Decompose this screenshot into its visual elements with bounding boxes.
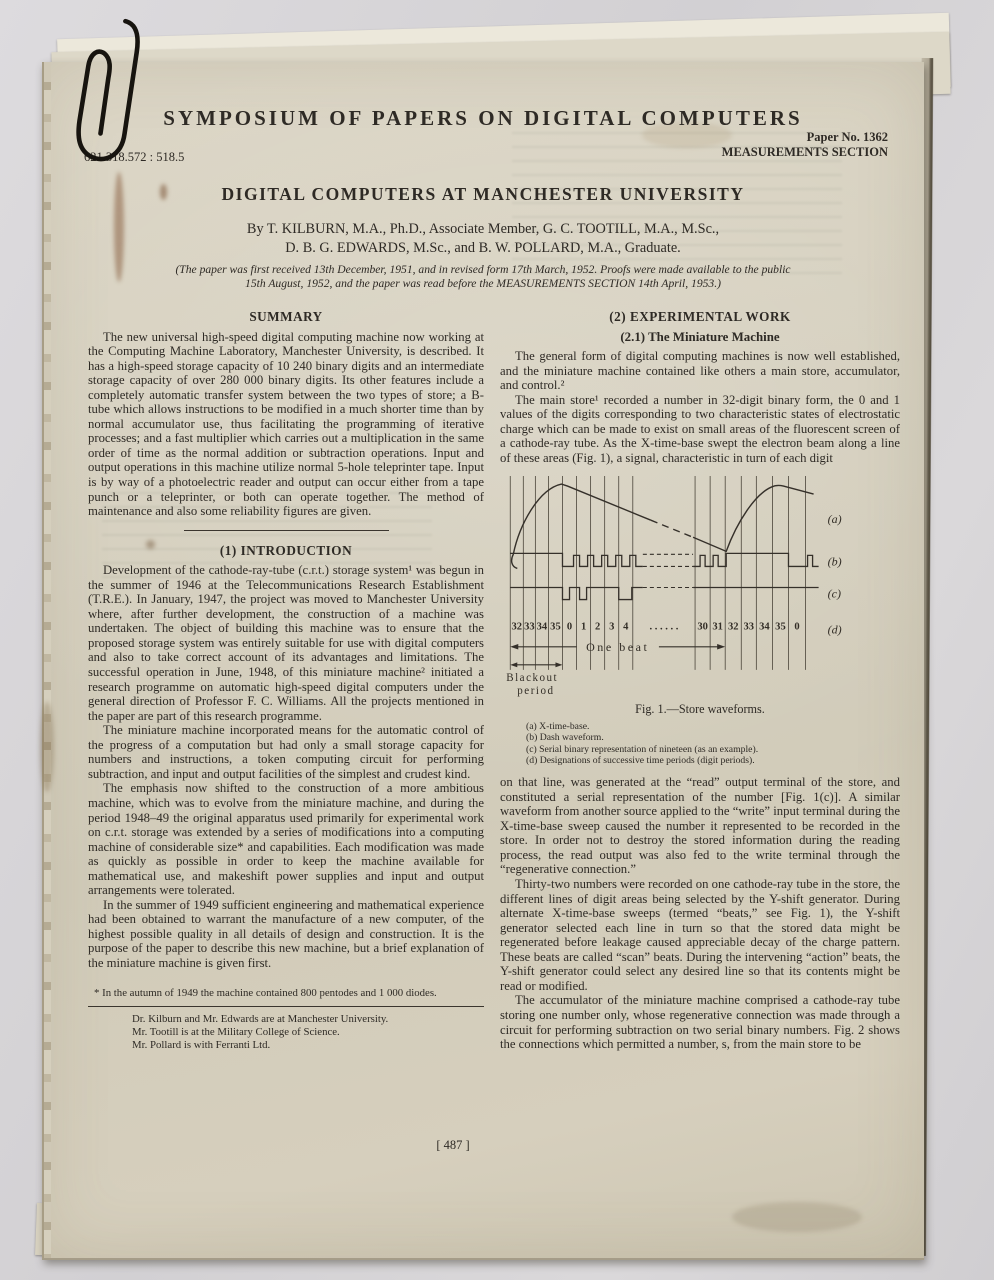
row-label-b: (b) (827, 554, 842, 569)
paperclip-wire (76, 18, 139, 161)
experimental-paragraph-2-continued: on that line, was generated at the “read” output terminal of the store, and constituted a serial representation of the number [Fig. 1(c)]. A similar waveform from another source applied to the “write” input terminal during the X-time-base sweep caused the number it represented to be recorded in the store. In order not to destroy the stored information during the reading process, the read output was also fed to the write terminal through the “regenerative connection.” (500, 775, 900, 877)
legend-item-d: (d) Designations of successive time periods (digit periods). (526, 754, 755, 766)
x-time-base-waveform (693, 486, 814, 552)
row-label-a: (a) (827, 512, 842, 527)
left-column (88, 310, 484, 1053)
experimental-paragraph-3: Thirty-two numbers were recorded on one cathode-ray tube in the store, the different lines of digit areas being selected by the Y-shift generator. During alternate X-time-base sweeps (termed “beats,” see Fig. 1), the Y-shift generator selected each line in turn so that the stored data might be regenerated before leakage caused appreciable decay of the charge pattern. These beats are called “scan” beats. During the intervening “action” beats, the Y-shift generator could select any desired line so that its contents might be read or modified. (500, 877, 900, 993)
digit-label: 35 (775, 622, 786, 634)
introduction-paragraph-1: Development of the cathode-ray-tube (c.r.t.) storage system¹ was begun in the summer of 1946 at the Telecommunications Research Establishment (T.R.E.). In January, 1947, the project was moved to Manchester University where, after further development, the construction of a machine was undertaken. The object of building this machine was to ensure that the proposed storage system was entirely suitable for use with digital computers and also to take correct account of its advantages and limitations. The successful operation in June, 1948, of this miniature machine² initiated a research programme on automatic high-speed digital computers under the general direction of Professor F. C. Williams. All the projects mentioned in the paper are part of this research programme. (88, 563, 484, 723)
paper-number: Paper No. 1362 (806, 130, 888, 144)
dash-waveform (693, 554, 819, 567)
experimental-paragraph-1: The general form of digital computing machines is now well established, and the miniature machine contained like others a main store, accumulator, and control.² (500, 349, 900, 393)
waveform-row-labels (828, 513, 842, 637)
blackout-label-line1: Blackout (506, 672, 559, 685)
x-time-base-dashed (651, 521, 693, 538)
footnote-rule (88, 1006, 484, 1007)
digit-label: 3 (609, 622, 615, 634)
affiliation-line: Dr. Kilburn and Mr. Edwards are at Manchester University. (132, 1013, 389, 1026)
section-divider-rule (184, 530, 389, 531)
edge-stain (40, 702, 54, 792)
arrowhead (510, 645, 518, 650)
paper-stain (732, 1202, 862, 1232)
blackout-label-line2: period (517, 685, 555, 698)
digit-label: 33 (524, 622, 535, 634)
paperclip (58, 7, 158, 204)
star-footnote: * In the autumn of 1949 the machine contained 800 pentodes and 1 000 diodes. (94, 986, 437, 999)
digit-label: 0 (566, 622, 573, 634)
digit-label: . . . . . . (649, 622, 679, 634)
arrowhead (510, 663, 517, 668)
right-column (500, 310, 900, 1052)
row-label-c: (c) (827, 587, 842, 602)
arrowhead (717, 645, 725, 650)
digit-label: 35 (550, 622, 561, 634)
figure1-legend (526, 721, 900, 766)
legend-item-c: (c) Serial binary representation of nineteen (as an example). (526, 743, 759, 755)
udc-classification: 621.318.572 : 518.5 (84, 150, 185, 164)
figure1-caption: Fig. 1.—Store waveforms. (635, 702, 765, 717)
experimental-paragraph-2: The main store¹ recorded a number in 32-digit binary form, the 0 and 1 values of the digits corresponding to two characteristic states of electrostatic charge which can be made to exist on small areas of the fluorescent screen of a cathode-ray tube. As the X-time-base swept the electron beam along a line of these areas (Fig. 1), a signal, characteristic in turn of each digit (500, 392, 900, 465)
series-title: SYMPOSIUM OF PAPERS ON DIGITAL COMPUTERS (163, 106, 803, 130)
digit-label: 33 (743, 622, 755, 634)
digit-label: 32 (511, 622, 523, 634)
miniature-machine-subheading: (2.1) The Miniature Machine (620, 329, 780, 344)
introduction-paragraph-4: In the summer of 1949 sufficient engineering and mathematical experience had been obtained to warrant the manufacture of a new computer, of the highest possible quality in all details of design and construction. It is the purpose of the paper to describe this new machine, but a brief explanation of the miniature machine is given first. (88, 897, 484, 970)
legend-item-b: (b) Dash waveform. (526, 732, 604, 744)
experimental-paragraph-4: The accumulator of the miniature machine comprised a cathode-ray tube storing one number only, whose regenerative connection was made through a circuit for performing subtraction on two serial binary numbers. Fig. 2 shows the connections which permitted a number, s, from the main store to be (500, 993, 900, 1052)
digit-label: 0 (794, 622, 800, 634)
legend-item-a: (a) X-time-base. (526, 721, 590, 733)
received-note-line1: (The paper was first received 13th December, 1951, and in revised form 17th March, 1952. Proofs were made available to the public (175, 263, 791, 276)
received-note (68, 263, 898, 290)
byline-line2: D. B. G. EDWARDS, M.Sc., and B. W. POLLARD, M.A., Graduate. (285, 240, 681, 256)
affiliation-line: Mr. Pollard is with Ferranti Ltd. (132, 1039, 271, 1052)
figure1 (500, 473, 900, 766)
introduction-paragraph-2: The miniature machine incorporated means for the automatic control of the progress of a computation but had only a small storage capacity for numbers and instructions, a token computing circuit for performing subtraction, and input and output facilities of the simplest and crudest kind. (88, 723, 484, 781)
paper-identification (722, 130, 888, 160)
received-note-line2: 15th August, 1952, and the paper was read before the MEASUREMENTS SECTION 14th April, 1953.) (245, 276, 721, 290)
author-affiliations (132, 1013, 484, 1053)
experimental-work-heading: (2) EXPERIMENTAL WORK (609, 309, 791, 324)
arrowhead (555, 663, 562, 668)
one-beat-label: One beat (586, 640, 650, 655)
digit-label: 30 (697, 622, 708, 634)
paper-page (42, 62, 924, 1260)
summary-paragraph: The new universal high-speed digital computing machine now working at the Computing Machine Laboratory, Manchester University, is described. It has a high-speed storage capacity of 10 240 binary digits and an intermediate storage capacity of over 280 000 binary digits. Its other features include a completely automatic transfer system between the two types of store; a B-tube which allows instructions to be modified in a much shorter time than by normal accumulator use, thus facilitating the programming of iterative processes; and a fast multiplier which carries out a multiplication in the same order of time as the normal addition or subtraction operations. Input and output operations in this machine utilize normal 5-hole teleprinter tape. Input is by way of a photoelectric reader and output can occur either from a tape punch or a teleprinter, or both can operate together. The method of maintenance and also some reliability figures are given. (88, 329, 484, 519)
digit-label: 1 (580, 622, 587, 634)
figure1-waveform-diagram (506, 473, 853, 700)
summary-heading: SUMMARY (249, 309, 323, 324)
paper-title: DIGITAL COMPUTERS AT MANCHESTER UNIVERSITY (221, 184, 745, 204)
section-name: MEASUREMENTS SECTION (721, 145, 888, 159)
affiliation-line: Mr. Tootill is at the Military College of Science. (132, 1026, 340, 1039)
digit-period-gridlines (510, 476, 805, 670)
introduction-paragraph-3: The emphasis now shifted to the construction of a more ambitious machine, which was to evolve from the miniature machine, and during the period 1948–49 the original apparatus used primarily for experimental work on c.r.t. storage was extended by a series of modifications into a computing machine of considerable size* and capabilities. Each modification was made as quickly as possible in order to keep the machine available for mathematical use, and makeshift power supplies and input and output arrangements were tolerated. (88, 781, 484, 898)
byline-line1: By T. KILBURN, M.A., Ph.D., Associate Member, G. C. TOOTILL, M.A., M.Sc., (246, 221, 720, 237)
dash-waveform-dashed (643, 555, 693, 567)
page-number: [ 487 ] (436, 1138, 470, 1152)
digit-label: 34 (536, 622, 548, 634)
digit-label: 31 (712, 622, 723, 634)
digit-label: 32 (727, 622, 739, 634)
digit-label: 4 (623, 622, 629, 634)
introduction-heading: (1) INTRODUCTION (219, 542, 353, 558)
digit-label: 34 (759, 622, 770, 634)
row-label-d: (d) (827, 623, 842, 638)
digit-label: 2 (595, 622, 601, 634)
byline (42, 220, 924, 258)
